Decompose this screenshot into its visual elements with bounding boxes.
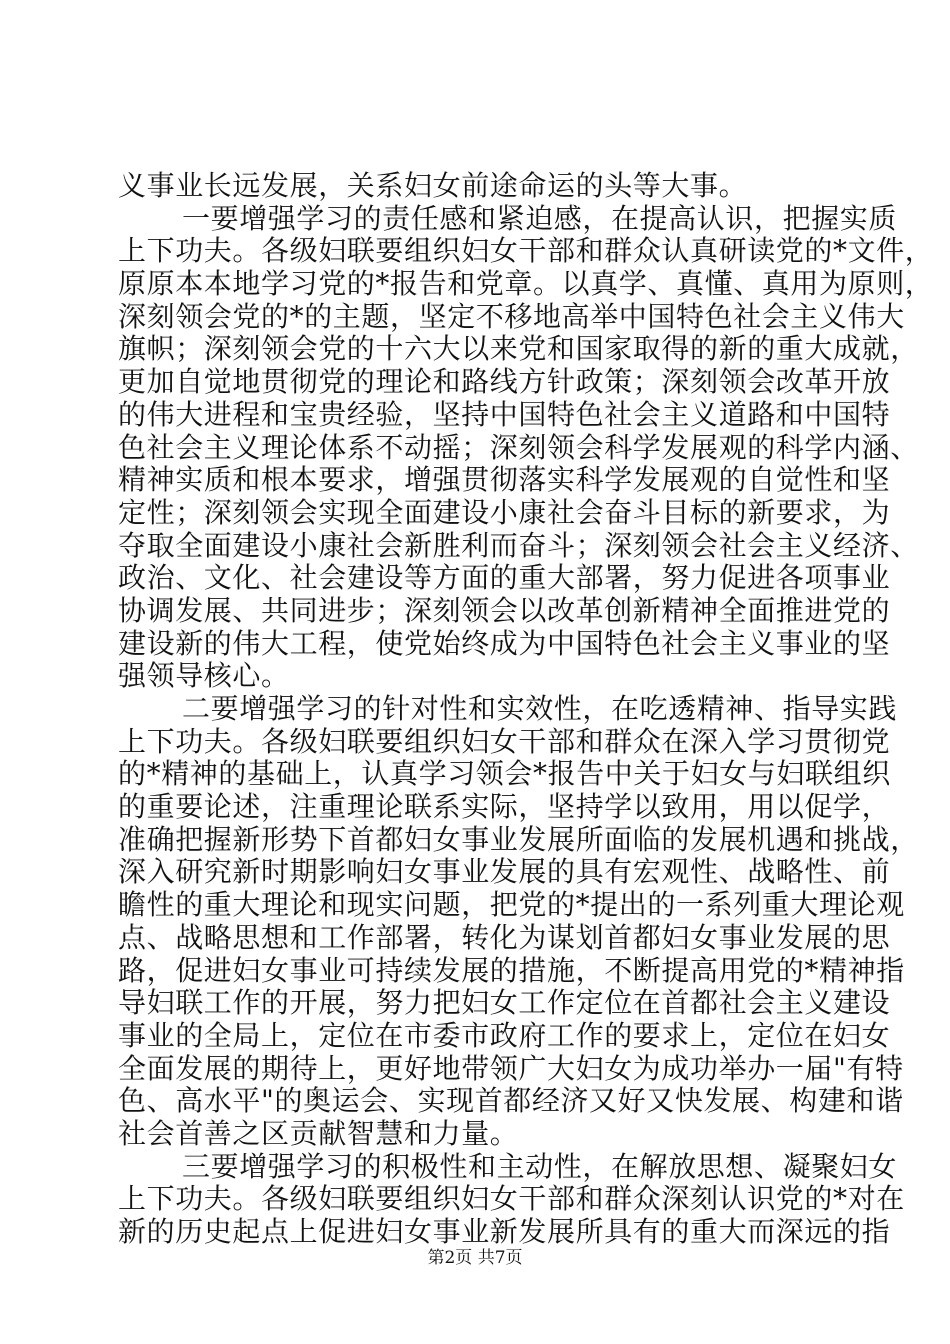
- text-line: 事业的全局上，定位在市委市政府工作的要求上，定位在妇女: [118, 1018, 891, 1052]
- text-line: 强领导核心。: [118, 659, 290, 693]
- text-line: 的重要论述，注重理论联系实际，坚持学以致用，用以促学，: [118, 790, 891, 824]
- text-line: 全面发展的期待上，更好地带领广大妇女为成功举办一届"有特: [118, 1051, 904, 1085]
- text-line: 原原本本地学习党的*报告和党章。以真学、真懂、真用为原则，: [118, 267, 934, 301]
- text-line: 上下功夫。各级妇联要组织妇女干部和群众深刻认识党的*对在: [118, 1182, 905, 1216]
- text-line: 夺取全面建设小康社会新胜利而奋斗；深刻领会社会主义经济、: [118, 528, 919, 562]
- page-footer: 第2页 共7页: [427, 1248, 523, 1268]
- text-line: 准确把握新形势下首都妇女事业发展所面临的发展机遇和挑战，: [118, 822, 919, 856]
- text-line: 政治、文化、社会建设等方面的重大部署，努力促进各项事业: [118, 561, 891, 595]
- text-line: 新的历史起点上促进妇女事业新发展所具有的重大而深远的指: [118, 1215, 891, 1248]
- text-line: 更加自觉地贯彻党的理论和路线方针政策；深刻领会改革开放: [118, 365, 891, 399]
- text-line: 上下功夫。各级妇联要组织妇女干部和群众在深入学习贯彻党: [118, 724, 891, 758]
- body-text: [118, 169, 934, 1249]
- text-line: 协调发展、共同进步；深刻领会以改革创新精神全面推进党的: [118, 593, 891, 627]
- text-line: 旗帜；深刻领会党的十六大以来党和国家取得的新的重大成就，: [118, 332, 919, 366]
- text-line: 定性；深刻领会实现全面建设小康社会奋斗目标的新要求，为: [118, 495, 891, 529]
- text-line: 深入研究新时期影响妇女事业发展的具有宏观性、战略性、前: [118, 855, 891, 889]
- text-line: 点、战略思想和工作部署，转化为谋划首都妇女事业发展的思: [118, 920, 891, 954]
- text-line: 色社会主义理论体系不动摇；深刻领会科学发展观的科学内涵、: [118, 430, 919, 464]
- text-line: 义事业长远发展，关系妇女前途命运的头等大事。: [118, 169, 748, 202]
- text-line: 路，促进妇女事业可持续发展的措施，不断提高用党的*精神指: [118, 953, 905, 987]
- text-line: 建设新的伟大工程，使党始终成为中国特色社会主义事业的坚: [118, 626, 891, 660]
- text-line: 三要增强学习的积极性和主动性，在解放思想、凝聚妇女: [182, 1149, 898, 1183]
- text-line: 社会首善之区贡献智慧和力量。: [118, 1116, 519, 1150]
- text-line: 的伟大进程和宝贵经验，坚持中国特色社会主义道路和中国特: [118, 397, 891, 431]
- text-line: 的*精神的基础上，认真学习领会*报告中关于妇女与妇联组织: [118, 757, 891, 791]
- text-line: 上下功夫。各级妇联要组织妇女干部和群众认真研读党的*文件，: [118, 234, 934, 268]
- text-line: 瞻性的重大理论和现实问题，把党的*提出的一系列重大理论观: [118, 888, 905, 922]
- text-line: 一要增强学习的责任感和紧迫感，在提高认识，把握实质: [182, 201, 898, 235]
- text-line: 二要增强学习的针对性和实效性，在吃透精神、指导实践: [182, 692, 898, 725]
- text-line: 精神实质和根本要求，增强贯彻落实科学发展观的自觉性和坚: [118, 463, 891, 497]
- text-line: 深刻领会党的*的主题，坚定不移地高举中国特色社会主义伟大: [118, 299, 905, 333]
- text-line: 色、高水平"的奥运会、实现首都经济又好又快发展、构建和谐: [118, 1084, 904, 1118]
- text-line: 导妇联工作的开展，努力把妇女工作定位在首都社会主义建设: [118, 986, 891, 1020]
